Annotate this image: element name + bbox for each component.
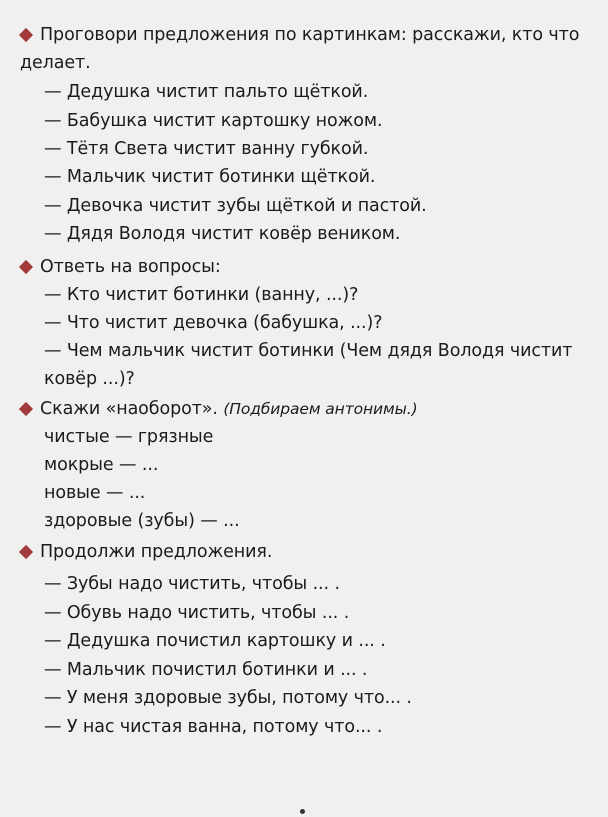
section2-item: — Что чистит девочка (бабушка, ...)?	[44, 313, 383, 333]
section1-item: — Дядя Володя чистит ковёр веником.	[44, 224, 401, 244]
section3-item: мокрые — ...	[44, 455, 159, 475]
section1-item: — Дедушка чистит пальто щёткой.	[44, 82, 369, 102]
section2-item: — Чем мальчик чистит ботинки (Чем дядя Володя чистит	[44, 341, 573, 361]
diamond-bullet-icon	[19, 28, 33, 42]
section1-item: — Девочка чистит зубы щёткой и пастой.	[44, 196, 427, 216]
diamond-bullet-icon	[19, 545, 33, 559]
diamond-bullet-icon	[19, 402, 33, 416]
section1-item: — Мальчик чистит ботинки щёткой.	[44, 167, 376, 187]
section3-heading	[40, 397, 418, 421]
section3-item: здоровые (зубы) — ...	[44, 511, 240, 531]
diamond-bullet-icon	[19, 260, 33, 274]
page-mark	[300, 809, 305, 814]
section3-heading-text: Скажи «наоборот».	[40, 399, 218, 419]
section2-item: ковёр ...)?	[44, 369, 135, 389]
section3-item: чистые — грязные	[44, 427, 214, 447]
section4-item: — У меня здоровые зубы, потому что... .	[44, 688, 412, 708]
section3-note: (Подбираем антонимы.)	[223, 400, 418, 418]
section4-item: — Зубы надо чистить, чтобы ... .	[44, 574, 340, 594]
section3-item: новые — ...	[44, 483, 146, 503]
section2-item: — Кто чистит ботинки (ванну, ...)?	[44, 285, 359, 305]
section1-heading-line1: Проговори предложения по картинкам: расскажи, кто что	[40, 25, 580, 45]
section2-heading: Ответь на вопросы:	[40, 257, 221, 277]
section4-item: — Обувь надо чистить, чтобы ... .	[44, 603, 350, 623]
section4-item: — Дедушка почистил картошку и ... .	[44, 631, 386, 651]
section1-item: — Тётя Света чистит ванну губкой.	[44, 139, 369, 159]
section4-item: — Мальчик почистил ботинки и ... .	[44, 660, 368, 680]
section1-heading-line2: делает.	[20, 53, 91, 73]
section4-heading: Продолжи предложения.	[40, 542, 273, 562]
section4-item: — У нас чистая ванна, потому что... .	[44, 717, 383, 737]
section1-item: — Бабушка чистит картошку ножом.	[44, 111, 383, 131]
